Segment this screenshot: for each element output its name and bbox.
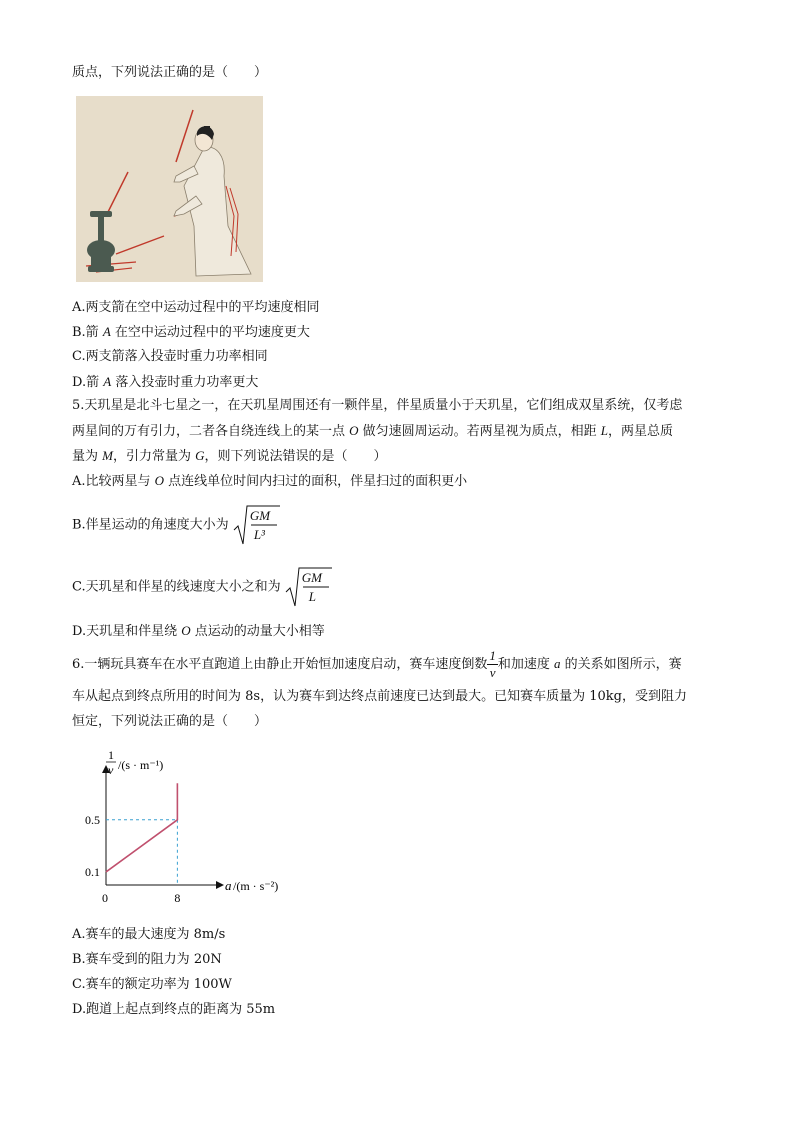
x-tick-label-0: 8	[174, 891, 181, 905]
q5-stem-line2: 两星间的万有引力，二者各自绕连线上的某一点 O 做匀速圆周运动。若两星视为质点，相距 L，两星总质	[72, 423, 674, 439]
q4-option-a: A.两支箭在空中运动过程中的平均速度相同	[72, 300, 320, 315]
sqrt-c-numerator: GM	[301, 570, 322, 585]
q4-option-b: B.箭 A 在空中运动过程中的平均速度更大	[72, 324, 310, 340]
sqrt-expression-c	[285, 566, 333, 608]
y-tick-label-1: 0.5	[85, 812, 100, 827]
x-label-unit: /(m · s⁻²)	[233, 879, 279, 893]
q5-option-a: A.比较两星与 O 点连线单位时间内扫过的面积，伴星扫过的面积更小	[72, 473, 468, 489]
y-label-numerator: 1	[108, 748, 114, 762]
sqrt-b-denominator: L³	[253, 527, 265, 542]
y-label-denominator: v	[108, 763, 114, 777]
q4-option-d: D.箭 A 落入投壶时重力功率更大	[72, 374, 259, 390]
y-tick-label-0: 0.1	[85, 864, 100, 879]
y-label-unit: /(s · m⁻¹)	[118, 758, 164, 772]
q6-option-c: C.赛车的额定功率为 100W	[72, 977, 232, 992]
x-label-variable: a	[225, 878, 232, 893]
sqrt-c-denominator: L	[308, 589, 316, 604]
reciprocal-velocity-fraction: $\frac{1}{v}$	[489, 648, 496, 680]
q6-stem-line1: 6.一辆玩具赛车在水平直跑道上由静止开始恒加速度启动，赛车速度倒数 $\frac{1}{v}$ 和加速度 a 的关系如图所示，赛	[72, 648, 682, 680]
reciprocal-velocity-vs-acceleration-chart	[72, 745, 302, 920]
q5-option-d: D.天玑星和伴星绕 O 点运动的动量大小相等	[72, 623, 325, 639]
q6-stem-line2: 车从起点到终点所用的时间为 8s，认为赛车到达终点前速度已达到最大。已知赛车质量为 10kg，受到阻力	[72, 689, 687, 704]
sqrt-expression-b	[233, 504, 281, 546]
q4-stem-tail: 质点，下列说法正确的是（ ）	[72, 65, 268, 80]
pitch-pot-painting	[76, 96, 263, 282]
q6-option-a: A.赛车的最大速度为 8m/s	[72, 927, 226, 942]
q4-option-c: C.两支箭落入投壶时重力功率相同	[72, 349, 268, 364]
q6-stem-line3: 恒定，下列说法正确的是（ ）	[72, 714, 268, 729]
q5-option-b: B.伴星运动的角速度大小为 GM L³	[72, 504, 281, 546]
q5-stem-line3: 量为 M，引力常量为 G，则下列说法错误的是（ ）	[72, 448, 387, 464]
origin-label: 0	[102, 891, 108, 905]
sqrt-b-numerator: GM	[249, 508, 271, 523]
q6-option-b: B.赛车受到的阻力为 20N	[72, 952, 222, 967]
q5-option-c: C.天玑星和伴星的线速度大小之和为 GM L	[72, 566, 333, 608]
series-line-0	[106, 783, 177, 872]
q5-stem-line1: 5.天玑星是北斗七星之一，在天玑星周围还有一颗伴星，伴星质量小于天玑星，它们组成双星系统，仅考虑	[72, 398, 683, 413]
q6-option-d: D.跑道上起点到终点的距离为 55m	[72, 1002, 276, 1017]
